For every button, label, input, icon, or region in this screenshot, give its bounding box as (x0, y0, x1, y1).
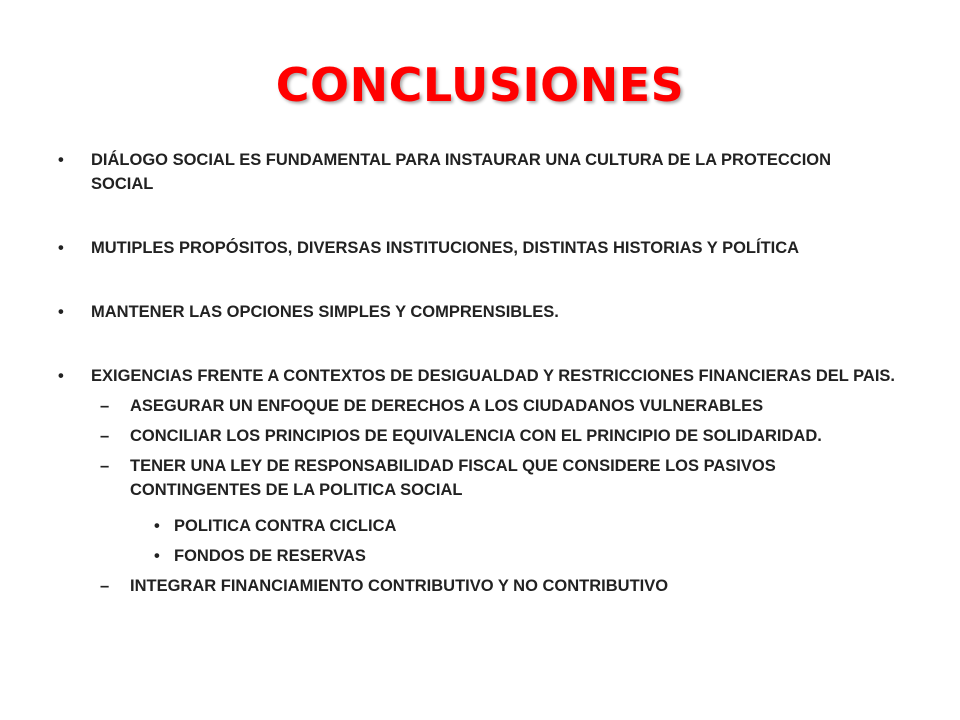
dash-icon: – (100, 397, 110, 415)
bullet-item-exigencias (56, 364, 896, 388)
bullet-icon: • (58, 151, 64, 169)
bullet-icon: • (154, 517, 160, 535)
dash-icon: – (100, 577, 110, 595)
bullet-item-opciones (56, 300, 896, 324)
bullet-item-propositos (56, 236, 896, 260)
subitem-text: TENER UNA LEY DE RESPONSABILIDAD FISCAL QUE CONSIDERE LOS PASIVOS CONTINGENTES DE LA POLITICA SOCIAL (130, 457, 776, 499)
slide-title: CONCLUSIONES (275, 58, 685, 112)
subsubitem-text: FONDOS DE RESERVAS (174, 547, 366, 565)
bullet-icon: • (58, 239, 64, 257)
bullet-text: DIÁLOGO SOCIAL ES FUNDAMENTAL PARA INSTAURAR UNA CULTURA DE LA PROTECCION SOCIAL (91, 151, 832, 193)
dash-icon: – (100, 457, 110, 475)
subsubitem-text: POLITICA CONTRA CICLICA (174, 517, 397, 535)
bullet-text: EXIGENCIAS FRENTE A CONTEXTOS DE DESIGUALDAD Y RESTRICCIONES FINANCIERAS DEL PAIS. (91, 367, 896, 385)
subitem-text: INTEGRAR FINANCIAMIENTO CONTRIBUTIVO Y NO CONTRIBUTIVO (130, 577, 669, 595)
subsubitem-contra-ciclica (56, 514, 896, 538)
subitem-financiamiento (56, 574, 896, 598)
bullet-text: MUTIPLES PROPÓSITOS, DIVERSAS INSTITUCIONES, DISTINTAS HISTORIAS Y POLÍTICA (91, 239, 800, 257)
dash-icon: – (100, 427, 110, 445)
bullet-item-dialogo (56, 148, 896, 196)
bullet-icon: • (154, 547, 160, 565)
bullet-icon: • (58, 303, 64, 321)
subitem-text: ASEGURAR UN ENFOQUE DE DERECHOS A LOS CIUDADANOS VULNERABLES (130, 397, 764, 415)
subsubitem-reservas (56, 544, 896, 568)
bullet-icon: • (58, 367, 64, 385)
subitem-derechos (56, 394, 896, 418)
subitem-principios (56, 424, 896, 448)
bullet-text: MANTENER LAS OPCIONES SIMPLES Y COMPRENSIBLES. (91, 303, 559, 321)
bullet-list (56, 148, 896, 598)
subitem-ley-fiscal (56, 454, 896, 502)
subitem-text: CONCILIAR LOS PRINCIPIOS DE EQUIVALENCIA CON EL PRINCIPIO DE SOLIDARIDAD. (130, 427, 822, 445)
